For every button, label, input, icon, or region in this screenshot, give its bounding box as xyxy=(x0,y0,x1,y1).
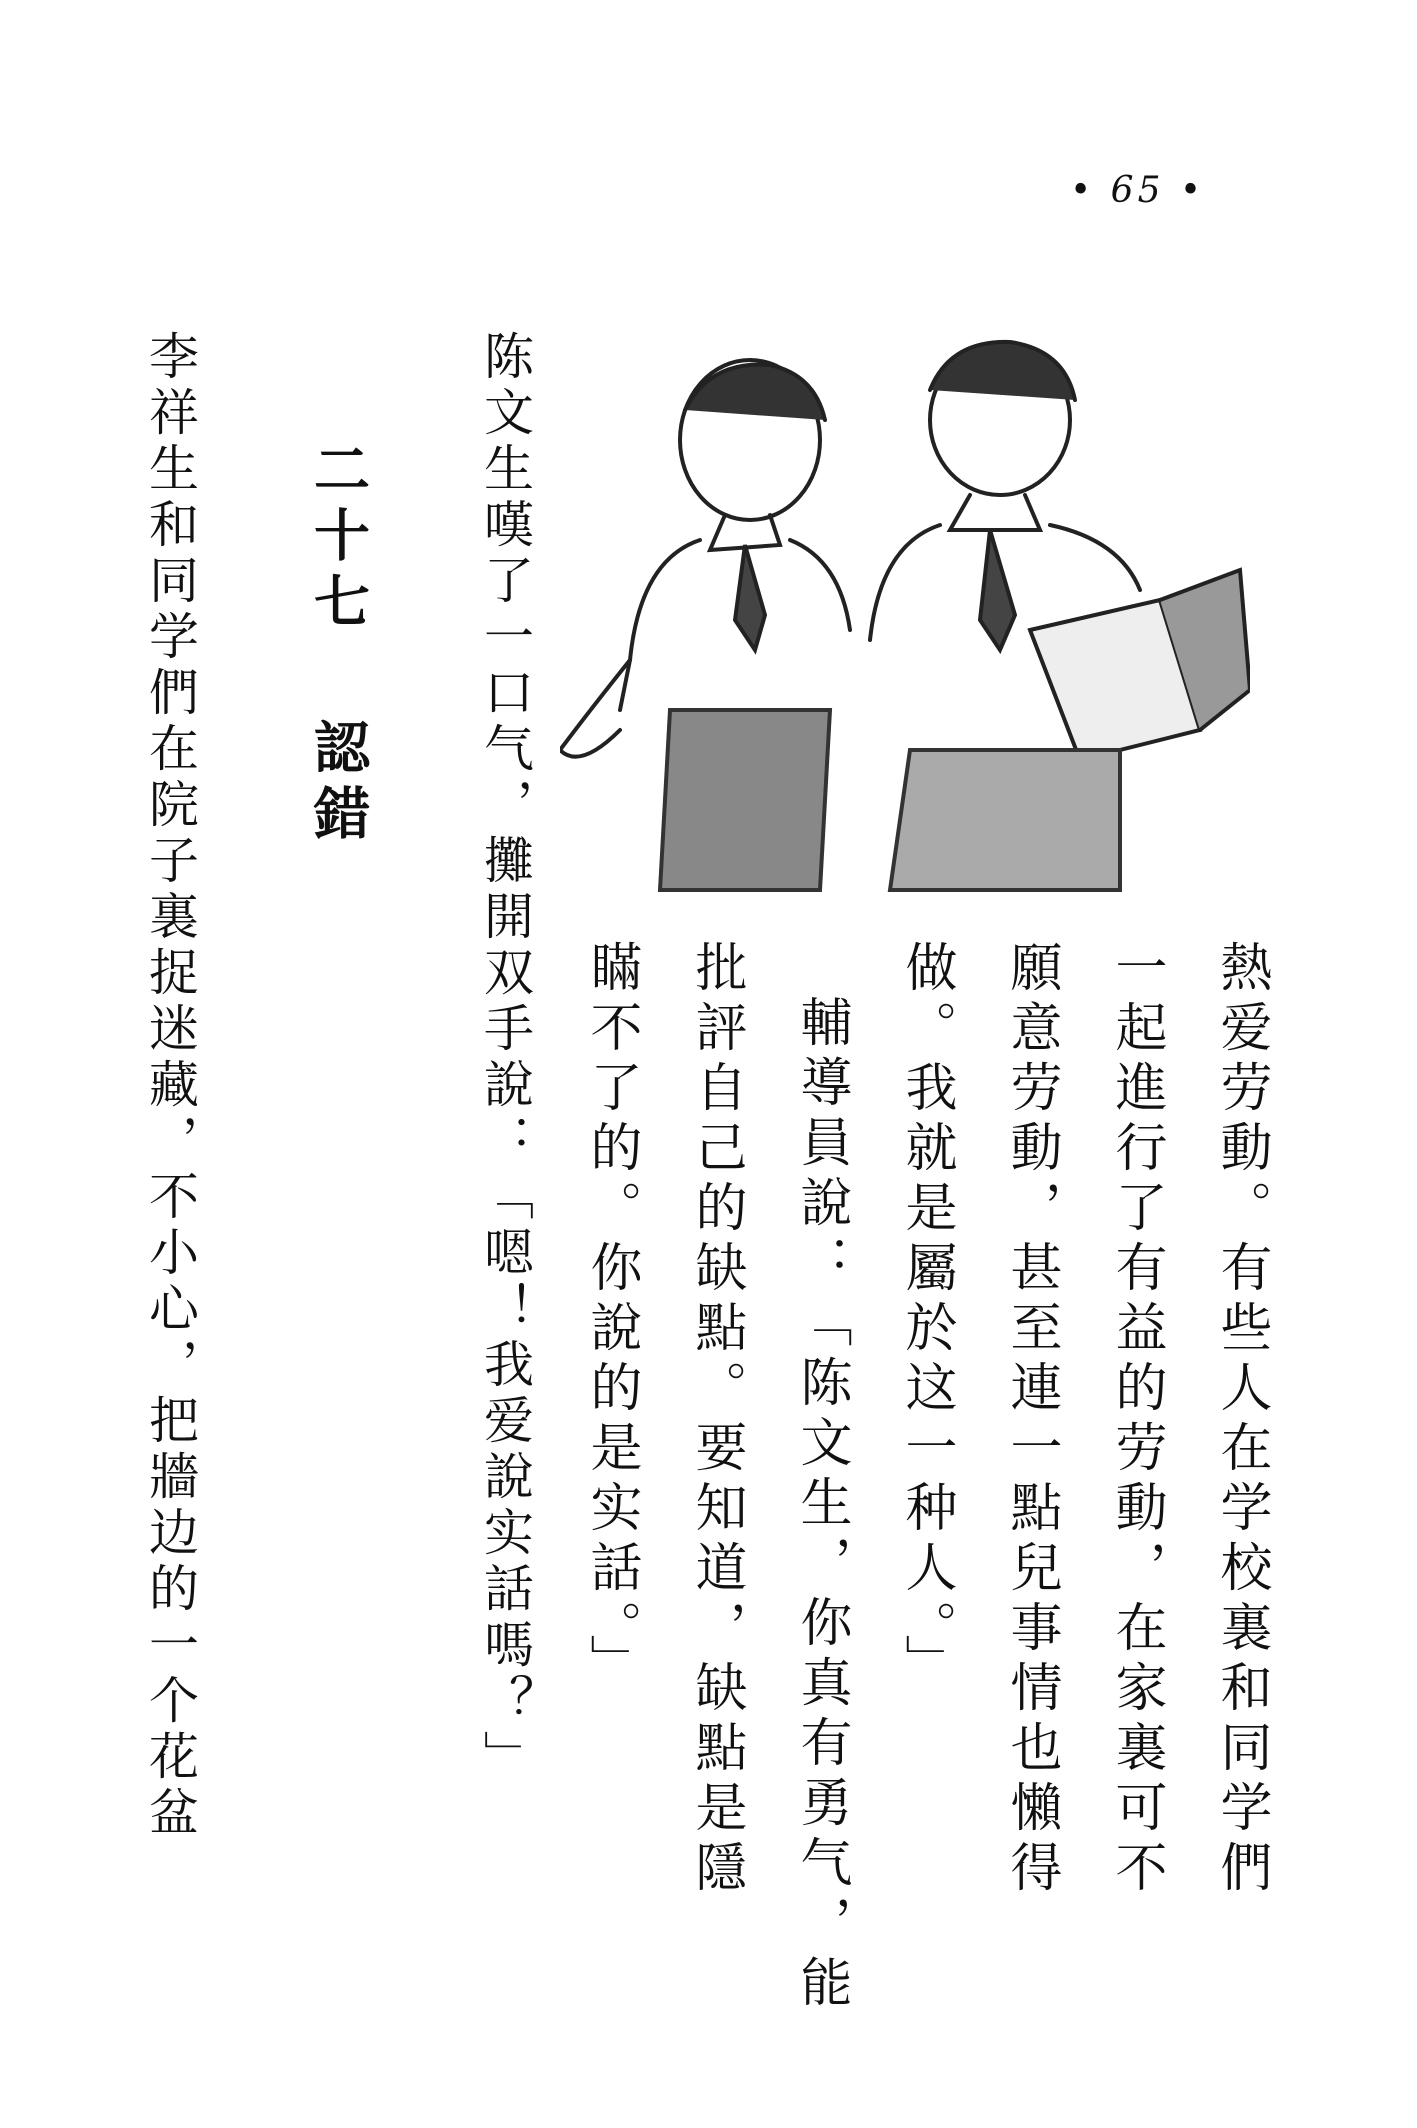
text-column-8: 陈文生嘆了一口气，攤開双手說：「嗯！我爱說实話嗎？」 xyxy=(476,330,534,1786)
chapter-title: 認錯 xyxy=(305,718,371,850)
text-column-7: 瞞不了的。你說的是实話。」 xyxy=(581,940,641,1694)
chapter-number: 二十七 xyxy=(305,440,371,638)
text-column-2: 一起進行了有益的劳動，在家裏可不 xyxy=(1106,940,1166,1900)
text-column-3: 願意劳動，甚至連一點兒事情也懶得 xyxy=(1001,940,1061,1900)
page-number: • 65 • xyxy=(1070,170,1206,211)
text-column-1: 熱爱劳動。有些人在学校裏和同学們 xyxy=(1211,940,1271,1900)
illustration-two-boys xyxy=(560,330,1250,930)
text-column-6: 批評自己的缺點。要知道，缺點是隱 xyxy=(686,940,746,1900)
text-column-4: 做。我就是屬於这一种人。」 xyxy=(896,940,956,1694)
chapter-heading xyxy=(305,440,371,850)
text-column-5: 輔導員說：「陈文生，你真有勇气，能 xyxy=(791,995,851,2015)
text-column-9: 李祥生和同学們在院子裏捉迷藏，不小心，把牆边的一个花盆 xyxy=(141,330,199,1842)
